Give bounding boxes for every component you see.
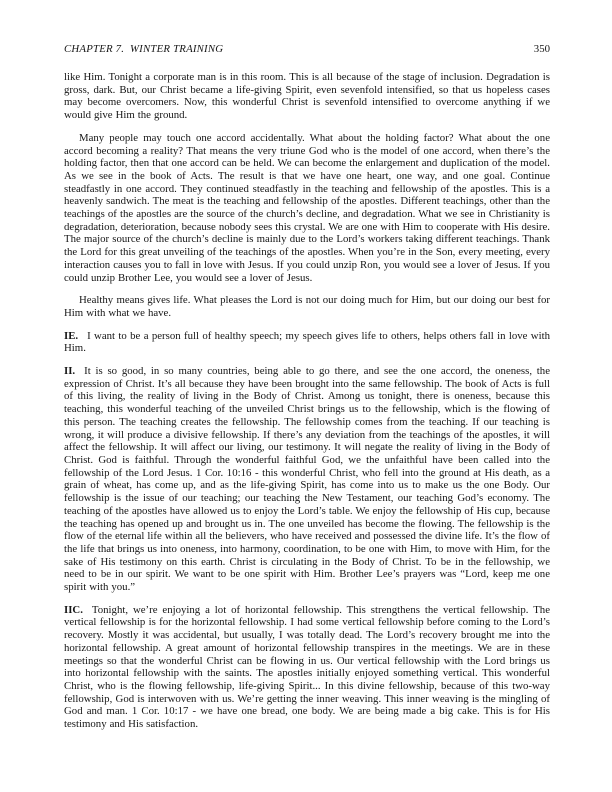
running-header [64,43,550,55]
paragraph-text: like Him. Tonight a corporate man is in this room. This is all because of the stage of inclusion. Degradation is gross, dark. But, our Christ became a life-giving Spirit, even sevenfold intensified, so that us hopeless cases may become overcomers. Now, this wonderful Christ is sevenfold intensified to overcome anything if we would give Him the ground. [64,71,550,122]
paragraph-outline-ie [64,330,550,355]
outline-label: IIC. [64,603,83,616]
paragraph-outline-iic [64,604,550,731]
paragraph-text: I want to be a person full of healthy speech; my speech gives life to others, helps others fall in love with Him. [64,329,550,355]
paragraph-continuation [64,71,550,122]
outline-label: II. [64,365,76,378]
page-body [64,71,550,741]
paragraph-text: Healthy means gives life. What pleases the Lord is not our doing much for Him, but our doing our best for Him with what we have. [64,294,550,319]
chapter-title: CHAPTER 7. WINTER TRAINING [64,43,224,55]
paragraph-text: Many people may touch one accord accidentally. What about the holding factor? What about the one accord becoming a reality? That means the very triune God who is the model of one accord, when there’s the holding factor, then that one accord can be held. We can become the enlargement and duplication of the model. As we see in the book of Acts. The result is that we have one heart, one way, and one goal. Continue steadfastly in one accord. They continued steadfastly in the teaching and fellowship of the apostles. This is a heavenly sandwich. The meat is the teaching and fellowship of the apostles. Different teachings, other than the teachings of the apostles are the source of the church’s decline, and degradation. What we see in Christianity is degradation, deterioration, because nobody sees this crystal. We are one with Him to cooperate with His desire. The major source of the church’s decline is mainly due to the Lord’s workers taking different teachings. Thank the Lord for this great unveiling of the teachings of the apostles. When you’re in the Son, every meeting, every interaction causes you to fall in love with Jesus. If you could unzip Ron, you would see a lover of Jesus. If you could unzip Brother Lee, you would see a lover of Jesus. [64,131,550,284]
paragraph-text: It is so good, in so many countries, being able to go there, and see the one accord, the oneness, the expression of Christ. It’s all because they have been brought into the same fellowship. The book of Acts is full of this living, the reality of living in the Body of Christ. Among us tonight, there is oneness, because this teaching, this wonderful teaching of the unveiled Christ brings us to the fellowship, which is the flowing of this person. The teaching creates the fellowship. The fellowship comes from the teaching. If our teaching is wrong, it will produce a divisive fellowship. If there’s any deviation from the teachings of the apostles, it will affect the fellowship. It will affect our living, our testimony. It will negate the reality of living in the Body of Christ. God is faithful. Through the wonderful faithful God, we the unfaithful have been called into the fellowship of the Lord Jesus. 1 Cor. 10:16 - this wonderful Christ, who fell into the ground at His death, as a grain of wheat, has come up, and as the life-giving Spirit, has come into us to make us the one Body. Our fellowship is the issue of our teaching; our teaching the New Testament, our teaching God’s economy. The teaching of the apostles have allowed us to enjoy the Lord’s table. We enjoy the fellowship of His cup, because the teaching has opened up and brought us in. The one unveiled has become the flowing. The fellowship is the flow of the eternal life within all the believers, who have received and possessed the divine life. It’s the flow of the life that brings us into oneness, into harmony, coordination, to be one with Him, to move with Him, for the sake of His testimony on this earth. Christ is circulating in the Body of Christ. To be in the fellowship, we need to be in our spirit. We want to be one spirit with Him. Brother Lee’s prayers was “Lord, keep me one spirit with you.” [64,365,550,594]
paragraph [64,294,550,319]
paragraph [64,132,550,284]
page-number: 350 [533,43,550,55]
paragraph-outline-ii [64,365,550,594]
outline-label: IE. [64,329,79,342]
paragraph-text: Tonight, we’re enjoying a lot of horizontal fellowship. This strengthens the vertical fellowship. The vertical fellowship is for the horizontal fellowship. I had some vertical fellowship before coming to the Lord’s recovery. Mostly it was accidental, but usually, I was totally dead. The Lord’s recovery brought me into the horizontal fellowship. A great amount of horizontal fellowship transpires in the meetings. We are in these meetings so that the wonderful Christ can be flowing in us. Our vertical fellowship with the Lord brings us into horizontal fellowship with the saints. The apostles initially enjoyed something vertical. This wonderful Christ, who is the flowing fellowship, life-giving Spirit... In this divine fellowship, because of this two-way fellowship, God is interwoven with us. We’re getting the inner weaving. This inner weaving is the mingling of God and man. 1 Cor. 10:17 - we have one bread, one body. We are being made a big cake. This is for His testimony and His satisfaction. [64,603,550,731]
